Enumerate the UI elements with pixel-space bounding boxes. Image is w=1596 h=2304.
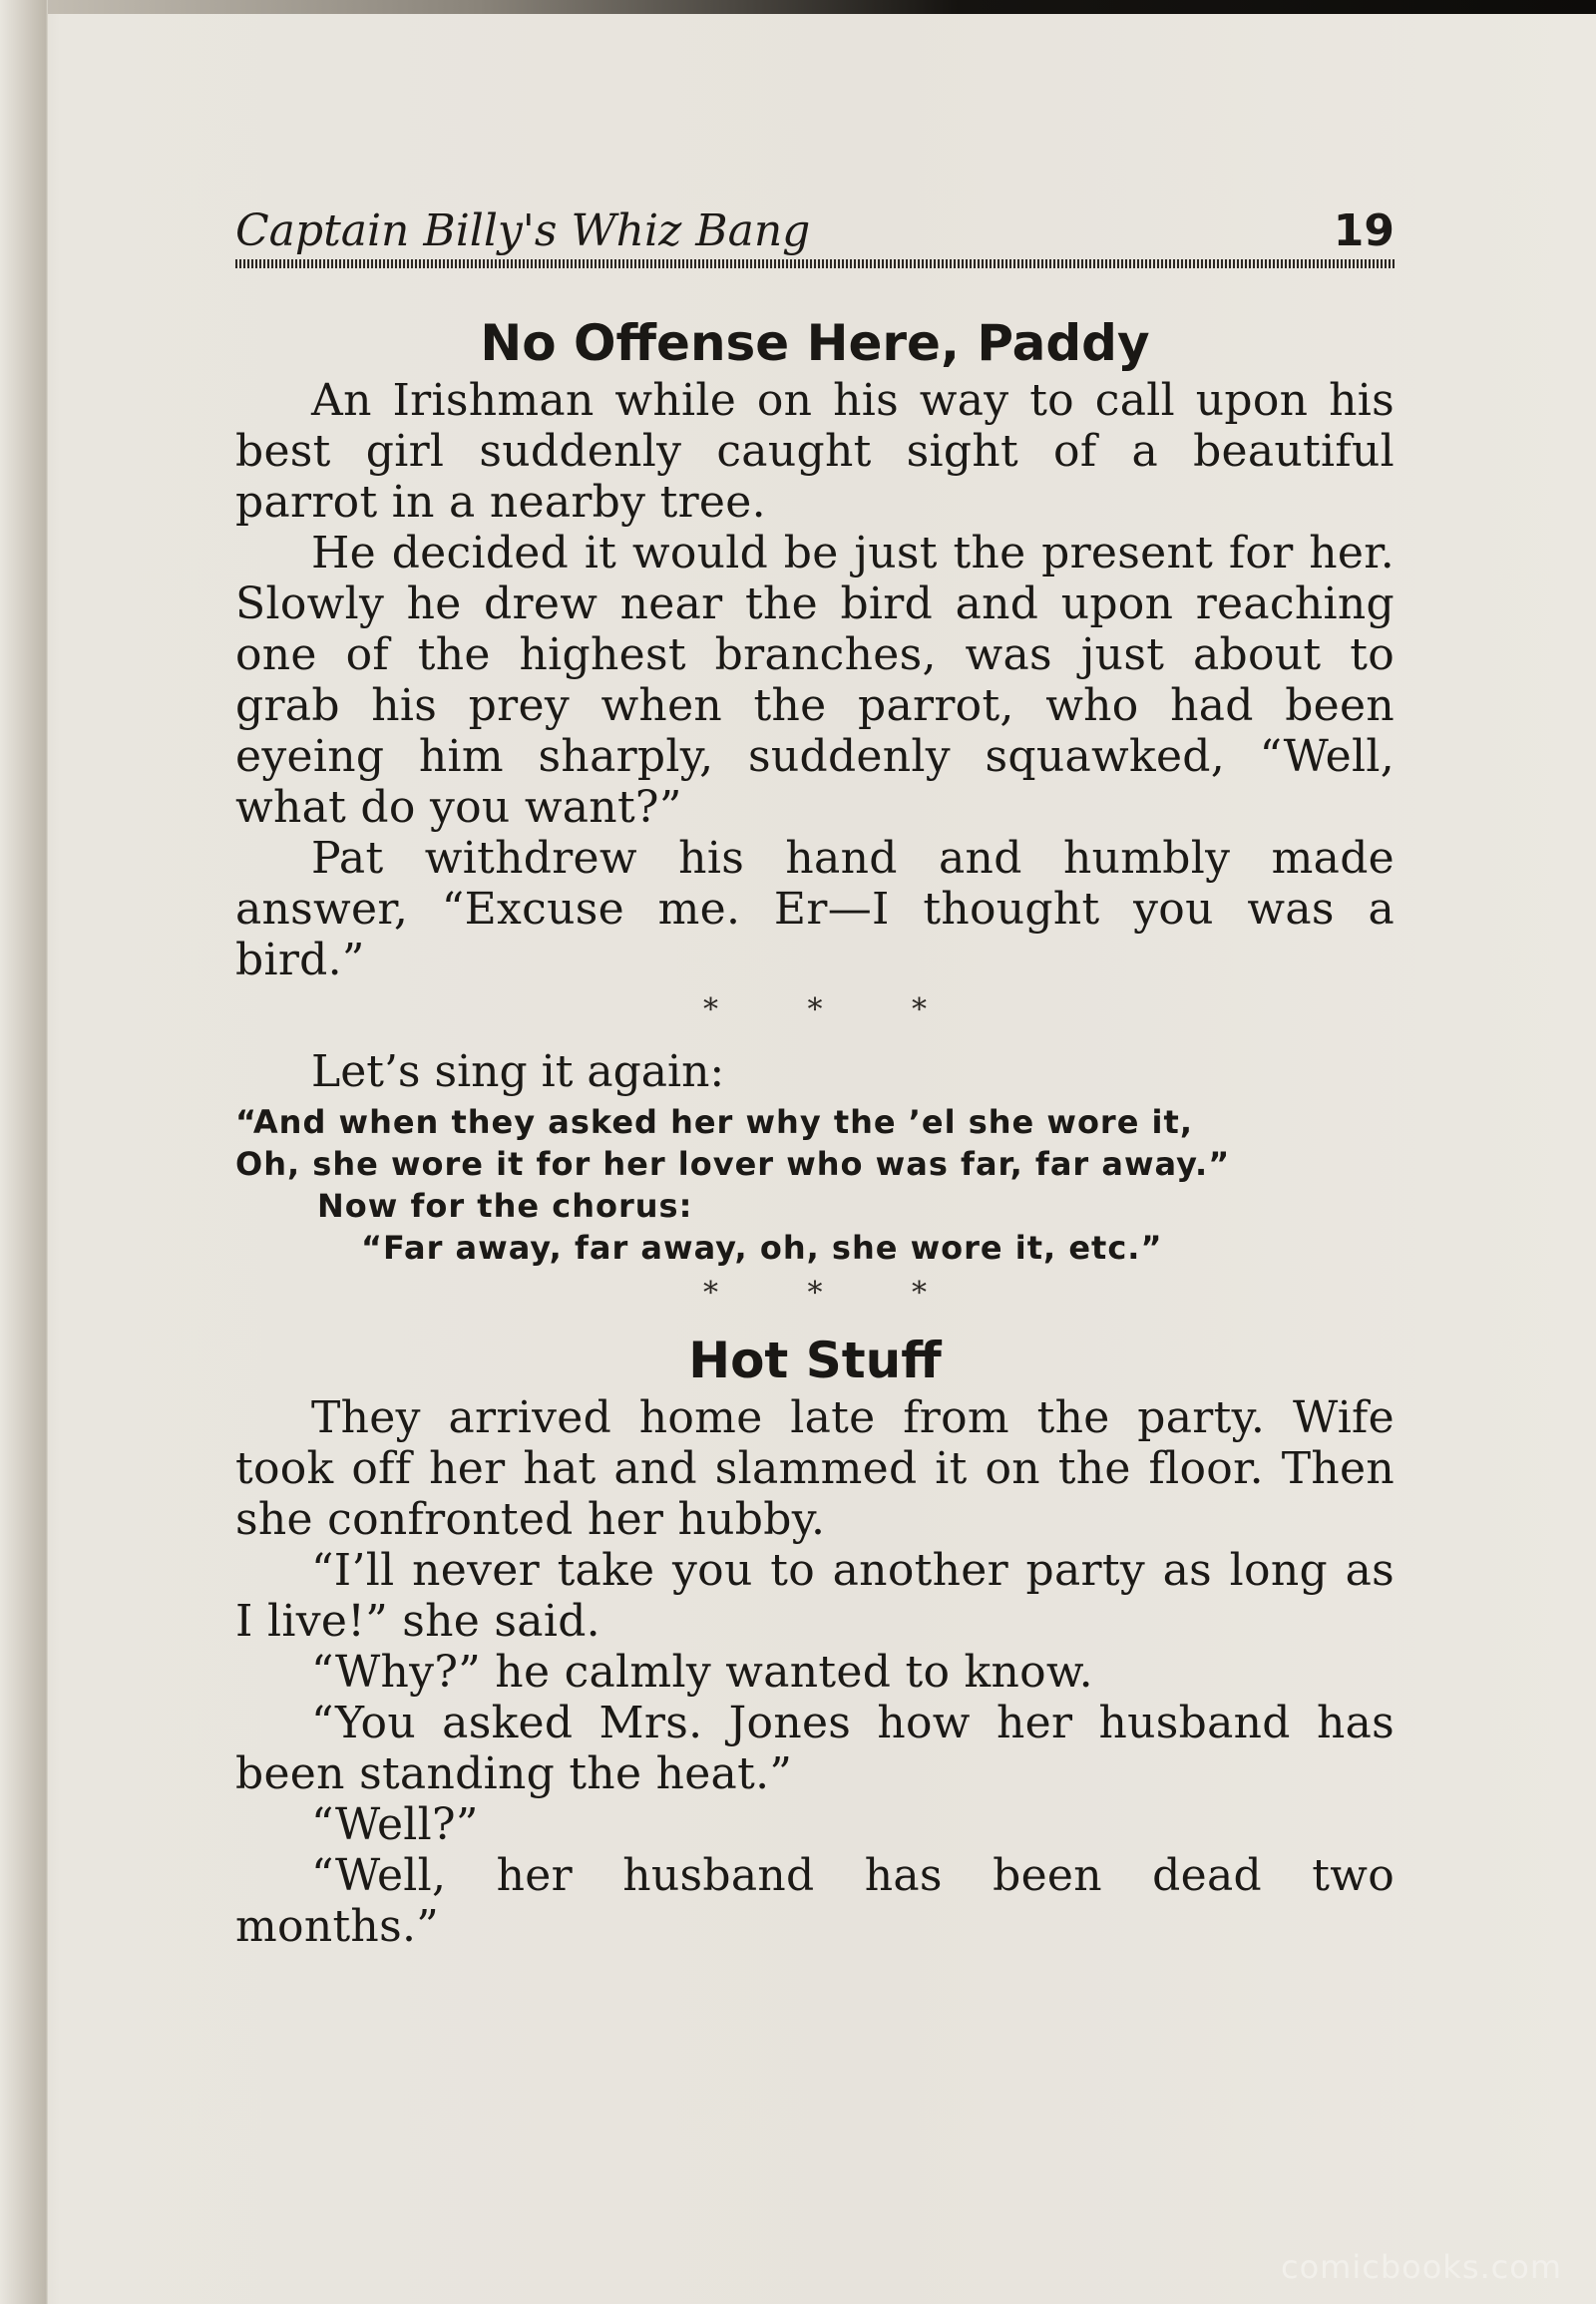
story1-paragraph: Pat withdrew his hand and humbly made answer, “Excuse me. Er—I thought you was a bird.”	[235, 833, 1395, 985]
page-top-edge	[0, 0, 1596, 14]
story2-paragraph: “I’ll never take you to another party as long as I live!” she said.	[235, 1545, 1395, 1647]
story1-paragraph: He decided it would be just the present for her. Slowly he drew near the bird and upon reaching one of the highest branches, was just about to grab his prey when the parrot, who had been eyeing him sharply, suddenly squawked, “Well, what do you want?”	[235, 528, 1395, 833]
page-spine	[0, 0, 48, 2304]
story2-paragraph: “Why?” he calmly wanted to know.	[311, 1647, 1093, 1698]
story2-paragraph: “You asked Mrs. Jones how her husband has been standing the heat.”	[235, 1698, 1395, 1799]
song-line: Oh, she wore it for her lover who was far, far away.”	[235, 1145, 1231, 1183]
section-separator: * * *	[702, 992, 968, 1027]
story2-paragraph: “Well, her husband has been dead two months.”	[235, 1850, 1395, 1952]
section-separator: * * *	[702, 1276, 968, 1311]
song-line: “And when they asked her why the ’el she wore it,	[235, 1103, 1193, 1141]
running-title: Captain Billy's Whiz Bang	[235, 205, 811, 256]
running-header	[235, 199, 1395, 269]
story2-paragraph: “Well?”	[311, 1799, 479, 1850]
story1-paragraph: An Irishman while on his way to call upon his best girl suddenly caught sight of a beautiful parrot in a nearby tree.	[235, 375, 1395, 528]
story-title-hot-stuff: Hot Stuff	[688, 1332, 942, 1389]
story2-paragraph: They arrived home late from the party. Wife took off her hat and slammed it on the floor. Then she confronted her hubby.	[235, 1392, 1395, 1545]
song-intro: Let’s sing it again:	[311, 1046, 725, 1097]
story-title-no-offense: No Offense Here, Paddy	[480, 314, 1150, 372]
page-number: 19	[1333, 205, 1395, 256]
header-rule	[235, 259, 1395, 268]
chorus-intro: Now for the chorus:	[317, 1187, 693, 1225]
chorus-line: “Far away, far away, oh, she wore it, etc.”	[361, 1229, 1163, 1267]
watermark: comicbooks.com	[1280, 2248, 1562, 2286]
page-content	[235, 311, 1395, 1952]
